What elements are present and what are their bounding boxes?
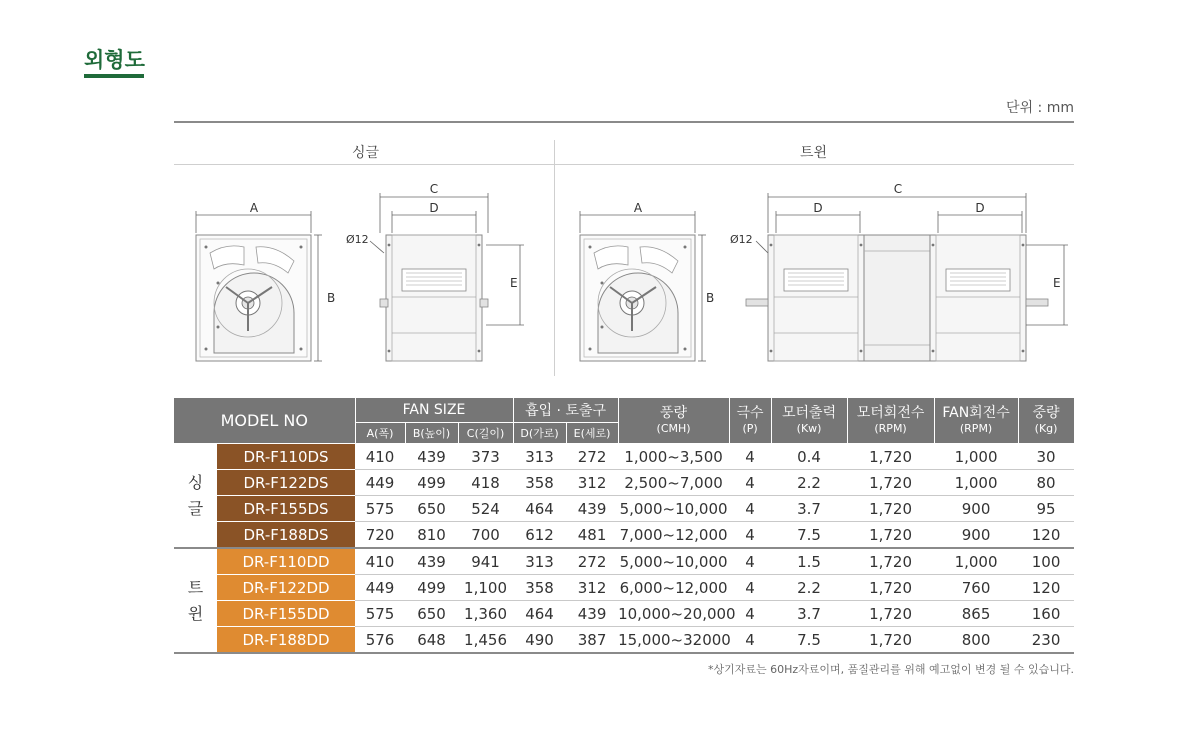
table-row [174,548,1074,575]
twin-dim-b: B [706,291,715,305]
header-airflow: 풍량 (CMH) [618,398,729,444]
header-d: D(가로) [513,423,566,444]
page-title: 외형도 [84,48,145,72]
cell-p: 4 [729,627,771,654]
cell-b: 439 [405,548,458,575]
header-motor-rpm: 모터회전수 (RPM) [847,398,934,444]
cell-p: 4 [729,548,771,575]
cell-b: 810 [405,522,458,549]
cell-a: 410 [355,444,405,470]
cell-kg: 95 [1018,496,1074,522]
cell-c: 524 [458,496,513,522]
table-row [174,470,1074,496]
cell-d: 464 [513,496,566,522]
cell-cmh: 7,000~12,000 [618,522,729,549]
spec-table-body [174,444,1074,654]
cell-kg: 230 [1018,627,1074,654]
cell-e: 481 [566,522,618,549]
twin-dim-d1: D [813,201,823,215]
twin-dim-d2: D [975,201,985,215]
cell-c: 373 [458,444,513,470]
cell-e: 387 [566,627,618,654]
table-row [174,601,1074,627]
cell-kw: 0.4 [771,444,847,470]
header-poles: 극수 (P) [729,398,771,444]
model-cell: DR-F110DD [217,548,355,575]
model-cell: DR-F188DD [217,627,355,654]
cell-e: 439 [566,601,618,627]
single-dim-a: A [249,201,259,215]
model-cell: DR-F155DS [217,496,355,522]
cell-cmh: 6,000~12,000 [618,575,729,601]
header-fan-size: FAN SIZE [355,398,513,423]
cell-d: 313 [513,548,566,575]
single-front-view [196,235,311,361]
cell-cmh: 10,000~20,000 [618,601,729,627]
table-row [174,627,1074,654]
cell-b: 650 [405,601,458,627]
header-inlet-outlet: 흡입 · 토출구 [513,398,618,423]
cell-p: 4 [729,470,771,496]
cell-kw: 2.2 [771,575,847,601]
cell-d: 313 [513,444,566,470]
cell-kg: 160 [1018,601,1074,627]
cell-p: 4 [729,444,771,470]
single-dim-d: D [429,201,439,215]
cell-d: 490 [513,627,566,654]
cell-d: 358 [513,575,566,601]
single-side-view [386,235,482,361]
table-row [174,496,1074,522]
header-model: MODEL NO [174,398,355,444]
cell-e: 312 [566,470,618,496]
cell-b: 499 [405,470,458,496]
model-cell: DR-F155DD [217,601,355,627]
cell-cmh: 15,000~32000 [618,627,729,654]
model-cell: DR-F188DS [217,522,355,549]
twin-dim-c: C [893,182,903,196]
cell-c: 1,456 [458,627,513,654]
single-dim-e: E [510,276,518,290]
cell-a: 720 [355,522,405,549]
header-e: E(세로) [566,423,618,444]
cell-fan-rpm: 1,000 [934,444,1018,470]
cell-cmh: 5,000~10,000 [618,496,729,522]
single-section-label: 싱글 [352,145,380,161]
cell-motor-rpm: 1,720 [847,444,934,470]
cell-b: 439 [405,444,458,470]
cell-kw: 2.2 [771,470,847,496]
cell-p: 4 [729,601,771,627]
cell-motor-rpm: 1,720 [847,470,934,496]
table-row [174,444,1074,470]
header-motor-output: 모터출력 (Kw) [771,398,847,444]
cell-c: 1,360 [458,601,513,627]
cell-d: 358 [513,470,566,496]
cell-d: 612 [513,522,566,549]
cell-kw: 7.5 [771,522,847,549]
header-a: A(폭) [355,423,405,444]
header-weight: 중량 (Kg) [1018,398,1074,444]
single-dim-b: B [327,291,336,305]
cell-e: 272 [566,548,618,575]
cell-a: 575 [355,496,405,522]
cell-kg: 30 [1018,444,1074,470]
footnote: *상기자료는 60Hz자료이며, 품질관리를 위해 예고없이 변경 될 수 있습니다. [707,663,1074,676]
cell-motor-rpm: 1,720 [847,575,934,601]
cell-kg: 80 [1018,470,1074,496]
single-shaft-dia: Ø12 [346,233,369,246]
cell-motor-rpm: 1,720 [847,601,934,627]
twin-dim-e: E [1053,276,1061,290]
unit-label: 단위 : mm [1006,100,1074,116]
header-b: B(높이) [405,423,458,444]
cell-kw: 3.7 [771,496,847,522]
cell-c: 418 [458,470,513,496]
twin-side-view [746,235,1048,361]
twin-section-label: 트윈 [800,145,828,161]
cell-kg: 100 [1018,548,1074,575]
cell-kg: 120 [1018,575,1074,601]
cell-d: 464 [513,601,566,627]
cell-a: 449 [355,575,405,601]
cell-a: 576 [355,627,405,654]
cell-c: 700 [458,522,513,549]
cell-kg: 120 [1018,522,1074,549]
cell-p: 4 [729,496,771,522]
twin-shaft-dia: Ø12 [730,233,753,246]
spec-table [174,398,1075,654]
cell-p: 4 [729,575,771,601]
cell-p: 4 [729,522,771,549]
twin-dim-a: A [633,201,643,215]
cell-fan-rpm: 760 [934,575,1018,601]
model-cell: DR-F122DS [217,470,355,496]
cell-fan-rpm: 800 [934,627,1018,654]
twin-front-view [580,235,695,361]
model-cell: DR-F110DS [217,444,355,470]
cell-fan-rpm: 865 [934,601,1018,627]
cell-b: 650 [405,496,458,522]
table-row [174,522,1074,549]
cell-fan-rpm: 900 [934,496,1018,522]
cell-fan-rpm: 1,000 [934,548,1018,575]
cell-kw: 1.5 [771,548,847,575]
cell-kw: 7.5 [771,627,847,654]
cell-cmh: 2,500~7,000 [618,470,729,496]
model-cell: DR-F122DD [217,575,355,601]
cell-e: 439 [566,496,618,522]
cell-a: 575 [355,601,405,627]
cell-b: 499 [405,575,458,601]
cell-e: 272 [566,444,618,470]
top-rule [174,121,1074,123]
table-row [174,575,1074,601]
cell-cmh: 5,000~10,000 [618,548,729,575]
cell-a: 449 [355,470,405,496]
group-label-single: 싱 글 [174,444,217,549]
cell-kw: 3.7 [771,601,847,627]
title-underline [84,74,144,78]
cell-motor-rpm: 1,720 [847,548,934,575]
cell-motor-rpm: 1,720 [847,496,934,522]
cell-e: 312 [566,575,618,601]
cell-b: 648 [405,627,458,654]
dimension-drawings [174,165,1074,377]
cell-fan-rpm: 1,000 [934,470,1018,496]
cell-a: 410 [355,548,405,575]
single-dim-c: C [429,182,439,196]
cell-motor-rpm: 1,720 [847,627,934,654]
cell-fan-rpm: 900 [934,522,1018,549]
header-fan-rpm: FAN회전수 (RPM) [934,398,1018,444]
cell-c: 941 [458,548,513,575]
header-c: C(길이) [458,423,513,444]
cell-cmh: 1,000~3,500 [618,444,729,470]
cell-motor-rpm: 1,720 [847,522,934,549]
cell-c: 1,100 [458,575,513,601]
group-label-twin: 트 윈 [174,548,217,653]
